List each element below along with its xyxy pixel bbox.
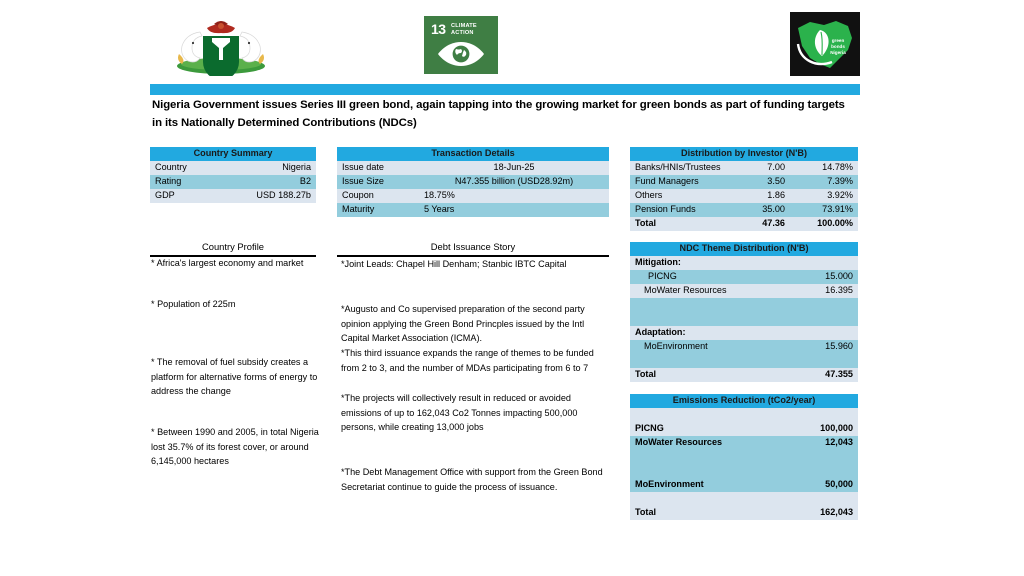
debt-story-bullet-5: *The Debt Management Office with support from the Green Bond Secretariat continue to guide the process of issuance.: [341, 467, 603, 492]
row-label: Others: [635, 190, 663, 201]
row-value: 5 Years: [424, 204, 455, 215]
row-label: MoWater Resources: [635, 437, 723, 448]
row-amount: 35.00: [762, 204, 785, 215]
distribution-by-investor-table: [630, 147, 858, 231]
debt-story-bullet-1: *Joint Leads: Chapel Hill Denham; Stanbic IBTC Capital: [341, 259, 567, 269]
row-label: Pension Funds: [635, 204, 696, 215]
row-label: MoWater Resources: [644, 285, 727, 296]
row-value: Nigeria: [282, 162, 311, 173]
spacer-row: [630, 450, 858, 464]
total-amount: 47.36: [762, 218, 785, 229]
table-header-row: [630, 394, 858, 408]
table-row: [337, 175, 609, 189]
row-value: 18-Jun-25: [493, 162, 535, 173]
green-bonds-nigeria-logo: [790, 12, 860, 76]
table-row: [630, 270, 858, 284]
section-row-mitigation: [630, 256, 858, 270]
page-headline: Nigeria Government issues Series III green bond, again tapping into the growing market for green bonds as part of funding targets in its Nationally Determined Contributions (NDCs): [152, 99, 845, 130]
country-profile-header: Country Profile: [150, 241, 316, 257]
country-summary-header: Country Summary: [150, 147, 316, 161]
row-value: N47.355 billion (USD28.92m): [454, 176, 574, 187]
table-row: [337, 189, 609, 203]
row-label: Coupon: [342, 190, 374, 201]
table-header-row: [150, 147, 316, 161]
transaction-details-table: [337, 147, 609, 217]
row-value: 16.395: [825, 285, 853, 296]
row-label: MoEnvironment: [635, 479, 704, 490]
row-label: GDP: [155, 190, 175, 201]
row-label: PICNG: [648, 271, 677, 282]
total-value: 47.355: [825, 369, 853, 380]
row-value: B2: [299, 176, 311, 187]
row-value: 15.000: [825, 271, 853, 282]
row-label: PICNG: [635, 423, 664, 434]
mitigation-label: Mitigation:: [635, 257, 681, 268]
table-row: [630, 161, 858, 175]
row-value: 12,043: [825, 437, 853, 448]
coat-of-arms-icon: [162, 14, 280, 76]
country-profile-bullet-3: * The removal of fuel subsidy creates a platform for alternative forms of energy to address the change: [151, 357, 318, 397]
eye-globe-icon: [436, 40, 486, 68]
table-header-row: [337, 147, 609, 161]
spacer-row: [630, 298, 858, 312]
spacer-row: [630, 354, 858, 368]
country-profile-bullet-4: * Between 1990 and 2005, in total Nigeria lost 35.7% of its forest cover, or around 6,145,000 hectares: [151, 427, 319, 467]
distribution-header: Distribution by Investor (N'B): [630, 147, 858, 161]
table-row: [630, 203, 858, 217]
debt-story-bullet-3: *This third issuance expands the range of themes to be funded from 2 to 3, and the number of MDAs participating from 6 to 7: [341, 348, 594, 373]
row-label: Fund Managers: [635, 176, 699, 187]
table-row: [630, 175, 858, 189]
emissions-header: Emissions Reduction (tCo2/year): [630, 394, 858, 408]
table-header-row: [630, 242, 858, 256]
row-percent: 73.91%: [822, 204, 854, 215]
row-amount: 1.86: [767, 190, 785, 201]
emissions-reduction-table: [630, 394, 858, 520]
row-value: 50,000: [825, 479, 853, 490]
table-total-row: [630, 368, 858, 382]
table-row: [630, 189, 858, 203]
table-row: [630, 436, 858, 450]
row-label: Banks/HNIs/Trustees: [635, 162, 721, 173]
table-total-row: [630, 217, 858, 231]
row-label: MoEnvironment: [644, 341, 708, 352]
table-row: [150, 175, 316, 189]
spacer-row: [630, 312, 858, 326]
table-row: [337, 161, 609, 175]
row-amount: 7.00: [767, 162, 785, 173]
table-total-row: [630, 506, 858, 520]
sdg-13-climate-action-logo: [424, 16, 498, 74]
table-row: [630, 340, 858, 354]
spacer-row: [630, 492, 858, 506]
row-percent: 7.39%: [827, 176, 854, 187]
mitigation-blank: [770, 256, 858, 270]
sdg-label: CLIMATE ACTION: [451, 23, 477, 36]
row-percent: 14.78%: [822, 162, 854, 173]
row-label: Country: [155, 162, 187, 173]
debt-issuance-story-header: Debt Issuance Story: [337, 241, 609, 257]
row-value: USD 188.27b: [256, 190, 311, 201]
table-row: [630, 422, 858, 436]
transaction-details-header: Transaction Details: [337, 147, 609, 161]
row-label: Rating: [155, 176, 182, 187]
row-label: Issue date: [342, 162, 384, 173]
title-accent-bar: [150, 84, 860, 95]
row-value: 18.75%: [424, 190, 455, 201]
row-value: 15.960: [825, 341, 853, 352]
table-row: [150, 189, 316, 203]
table-header-row: [630, 147, 858, 161]
spacer-row: [630, 464, 858, 478]
country-summary-table: [150, 147, 316, 203]
total-label: Total: [635, 507, 657, 518]
total-value: 162,043: [820, 507, 853, 518]
adaptation-label: Adaptation:: [635, 327, 686, 338]
logo-strip: [0, 0, 1024, 82]
row-label: Maturity: [342, 204, 375, 215]
table-row: [337, 203, 609, 217]
nigeria-coat-of-arms-logo: [162, 14, 280, 76]
ndc-theme-distribution-table: [630, 242, 858, 382]
row-value: 100,000: [820, 423, 853, 434]
spacer-row: [630, 408, 858, 422]
green-bonds-nigeria-text: green bonds Nigeria: [830, 38, 846, 55]
total-percent: 100.00%: [817, 218, 854, 229]
row-label: Issue Size: [342, 176, 384, 187]
debt-story-bullet-4: *The projects will collectively result in reduced or avoided emissions of up to 162,043 Co2 Tonnes impacting 500,000 persons, while creating 13,000 jobs: [341, 393, 578, 433]
total-label: Total: [635, 369, 657, 380]
row-percent: 3.92%: [827, 190, 854, 201]
country-profile-bullet-2: * Population of 225m: [151, 299, 236, 309]
table-row: [150, 161, 316, 175]
total-label: Total: [635, 218, 657, 229]
debt-story-bullet-2: *Augusto and Co supervised preparation of the second party opinion applying the Green Bond Princples issued by the Intl Capital Market Association (ICMA).: [341, 304, 585, 344]
table-row: [630, 284, 858, 298]
ndc-header: NDC Theme Distribution (N'B): [630, 242, 858, 256]
table-row: [630, 478, 858, 492]
country-profile-bullet-1: * Africa's largest economy and market: [151, 258, 304, 268]
section-row-adaptation: [630, 326, 858, 340]
sdg-number: 13: [431, 21, 446, 37]
row-amount: 3.50: [767, 176, 785, 187]
adaptation-blank: [770, 326, 858, 340]
